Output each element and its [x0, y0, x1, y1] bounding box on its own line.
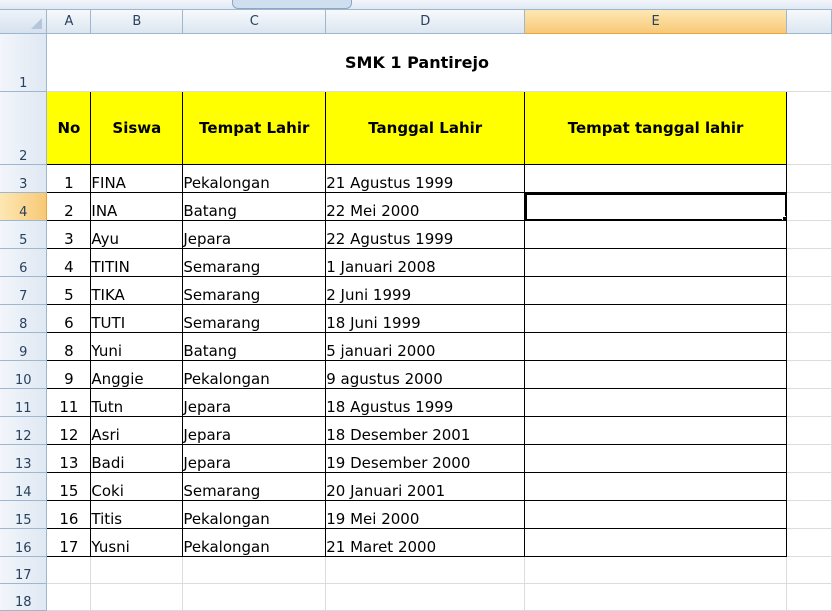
cell-siswa[interactable]: TITIN [91, 249, 183, 277]
cell-siswa[interactable]: Asri [91, 417, 183, 445]
cell-siswa[interactable]: TUTI [91, 305, 183, 333]
cell-tempat-tanggal-lahir[interactable] [525, 473, 787, 501]
cell-tempat-tanggal-lahir[interactable] [525, 193, 787, 221]
title-cell[interactable]: SMK 1 Pantirejo [47, 34, 787, 92]
table-row [0, 445, 832, 473]
cell[interactable] [787, 501, 832, 529]
cell-tempat-lahir[interactable]: Pekalongan [183, 165, 326, 193]
cell-tanggal-lahir[interactable]: 18 Desember 2001 [326, 417, 525, 445]
cell-tempat-tanggal-lahir[interactable] [525, 221, 787, 249]
table-row [0, 193, 832, 221]
cell-tempat-tanggal-lahir[interactable] [525, 333, 787, 361]
cell-tanggal-lahir[interactable]: 22 Agustus 1999 [326, 221, 525, 249]
cell-tanggal-lahir[interactable]: 21 Agustus 1999 [326, 165, 525, 193]
table-row [0, 249, 832, 277]
table-row [0, 501, 832, 529]
select-all-icon [31, 18, 42, 29]
sheet-row [0, 584, 832, 611]
cell-tempat-tanggal-lahir[interactable] [525, 445, 787, 473]
cell-tempat-tanggal-lahir[interactable] [525, 165, 787, 193]
cell[interactable] [183, 557, 326, 584]
cell-tempat-lahir[interactable]: Pekalongan [183, 361, 326, 389]
cell-no[interactable]: 13 [47, 445, 91, 473]
cell[interactable] [787, 389, 832, 417]
row-header[interactable]: 9 [0, 333, 47, 361]
cell[interactable] [787, 445, 832, 473]
sheet-top-strip [0, 0, 832, 10]
header-siswa[interactable]: Siswa [91, 92, 183, 165]
row-header[interactable]: 1 [0, 34, 47, 92]
cell-tanggal-lahir[interactable]: 20 Januari 2001 [326, 473, 525, 501]
row-header[interactable]: 13 [0, 445, 47, 473]
column-header-a[interactable]: A [47, 10, 91, 34]
header-tanggal-lahir[interactable]: Tanggal Lahir [326, 92, 525, 165]
cell-tempat-tanggal-lahir[interactable] [525, 277, 787, 305]
table-row [0, 221, 832, 249]
cell-no[interactable]: 3 [47, 221, 91, 249]
cell-tempat-tanggal-lahir[interactable] [525, 305, 787, 333]
cell-tempat-lahir[interactable]: Batang [183, 333, 326, 361]
cell[interactable] [787, 305, 832, 333]
cell-siswa[interactable]: Ayu [91, 221, 183, 249]
cell[interactable] [787, 529, 832, 557]
cell-siswa[interactable]: Yusni [91, 529, 183, 557]
cell-tempat-tanggal-lahir[interactable] [525, 501, 787, 529]
cell-no[interactable]: 17 [47, 529, 91, 557]
cell[interactable] [787, 249, 832, 277]
cell-no[interactable]: 9 [47, 361, 91, 389]
table-row [0, 277, 832, 305]
cell-tanggal-lahir[interactable]: 18 Agustus 1999 [326, 389, 525, 417]
cell-tanggal-lahir[interactable]: 21 Maret 2000 [326, 529, 525, 557]
sheet-row [0, 92, 832, 165]
cell-siswa[interactable]: Anggie [91, 361, 183, 389]
table-row [0, 389, 832, 417]
cell-tempat-tanggal-lahir[interactable] [525, 417, 787, 445]
column-header-c[interactable]: C [183, 10, 326, 34]
cell[interactable] [787, 417, 832, 445]
select-all-corner[interactable] [0, 10, 47, 34]
row-header[interactable]: 2 [0, 92, 47, 165]
cell[interactable] [525, 584, 787, 611]
cell-tanggal-lahir[interactable]: 19 Desember 2000 [326, 445, 525, 473]
cell-no[interactable]: 15 [47, 473, 91, 501]
cell[interactable] [787, 221, 832, 249]
cell[interactable] [525, 557, 787, 584]
cell-siswa[interactable]: Badi [91, 445, 183, 473]
cell-tanggal-lahir[interactable]: 19 Mei 2000 [326, 501, 525, 529]
cell-siswa[interactable]: Titis [91, 501, 183, 529]
cell[interactable] [47, 557, 91, 584]
cell-tanggal-lahir[interactable]: 2 Juni 1999 [326, 277, 525, 305]
cell-tanggal-lahir[interactable]: 9 agustus 2000 [326, 361, 525, 389]
cell-no[interactable]: 1 [47, 165, 91, 193]
cell[interactable] [91, 584, 183, 611]
table-row [0, 333, 832, 361]
header-no[interactable]: No [47, 92, 91, 165]
cell[interactable] [787, 193, 832, 221]
cell-tanggal-lahir[interactable]: 5 januari 2000 [326, 333, 525, 361]
cell-tempat-lahir[interactable]: Semarang [183, 305, 326, 333]
header-tempat-lahir[interactable]: Tempat Lahir [183, 92, 326, 165]
column-header-e[interactable]: E [525, 10, 787, 34]
row-header[interactable]: 7 [0, 277, 47, 305]
cell-siswa[interactable]: Tutn [91, 389, 183, 417]
cell-tempat-lahir[interactable]: Semarang [183, 473, 326, 501]
cell[interactable] [787, 584, 832, 611]
cell-tempat-lahir[interactable]: Pekalongan [183, 501, 326, 529]
row-header[interactable]: 12 [0, 417, 47, 445]
cell-tempat-tanggal-lahir[interactable] [525, 361, 787, 389]
cell-siswa[interactable]: Yuni [91, 333, 183, 361]
cell-siswa[interactable]: INA [91, 193, 183, 221]
cell[interactable] [787, 333, 832, 361]
row-header[interactable]: 16 [0, 529, 47, 557]
row-header[interactable]: 14 [0, 473, 47, 501]
row-header[interactable]: 5 [0, 221, 47, 249]
cell-tempat-lahir[interactable]: Batang [183, 193, 326, 221]
cell-tempat-lahir[interactable]: Pekalongan [183, 529, 326, 557]
table-row [0, 165, 832, 193]
cell-siswa[interactable]: Coki [91, 473, 183, 501]
cell[interactable] [787, 34, 832, 92]
cell[interactable] [787, 165, 832, 193]
cell[interactable] [91, 557, 183, 584]
column-header-b[interactable]: B [91, 10, 183, 34]
column-header-f[interactable] [787, 10, 832, 34]
cell-tanggal-lahir[interactable]: 18 Juni 1999 [326, 305, 525, 333]
table-row [0, 361, 832, 389]
table-row [0, 305, 832, 333]
cell[interactable] [787, 557, 832, 584]
cell-tanggal-lahir[interactable]: 22 Mei 2000 [326, 193, 525, 221]
cell-siswa[interactable]: FINA [91, 165, 183, 193]
header-tempat-tanggal-lahir[interactable]: Tempat tanggal lahir [525, 92, 787, 165]
cell-tempat-lahir[interactable]: Jepara [183, 221, 326, 249]
cell-no[interactable]: 4 [47, 249, 91, 277]
cell[interactable] [326, 584, 525, 611]
row-header[interactable]: 11 [0, 389, 47, 417]
cell-tempat-lahir[interactable]: Jepara [183, 445, 326, 473]
table-row [0, 473, 832, 501]
cell[interactable] [787, 92, 832, 165]
cell-no[interactable]: 8 [47, 333, 91, 361]
cell-no[interactable]: 12 [47, 417, 91, 445]
cell[interactable] [787, 277, 832, 305]
cell-tempat-lahir[interactable]: Jepara [183, 417, 326, 445]
column-header-row [0, 10, 832, 34]
cell-tempat-lahir[interactable]: Semarang [183, 249, 326, 277]
row-header[interactable]: 8 [0, 305, 47, 333]
sheet-row [0, 557, 832, 584]
table-row [0, 529, 832, 557]
cell[interactable] [787, 473, 832, 501]
sheet-row [0, 34, 832, 92]
cell[interactable] [47, 584, 91, 611]
row-header[interactable]: 4 [0, 193, 47, 221]
cell-no[interactable]: 11 [47, 389, 91, 417]
row-header[interactable]: 15 [0, 501, 47, 529]
row-header[interactable]: 10 [0, 361, 47, 389]
worksheet-grid [0, 10, 832, 611]
cell-tempat-lahir[interactable]: Jepara [183, 389, 326, 417]
cell-tempat-tanggal-lahir[interactable] [525, 249, 787, 277]
fill-handle[interactable] [782, 216, 787, 221]
cell-no[interactable]: 2 [47, 193, 91, 221]
row-header[interactable]: 6 [0, 249, 47, 277]
tab-fragment[interactable] [232, 0, 352, 9]
cell-no[interactable]: 16 [47, 501, 91, 529]
column-header-d[interactable]: D [326, 10, 525, 34]
cell-no[interactable]: 6 [47, 305, 91, 333]
cell-siswa[interactable]: TIKA [91, 277, 183, 305]
cell-tempat-lahir[interactable]: Semarang [183, 277, 326, 305]
cell[interactable] [183, 584, 326, 611]
row-header[interactable]: 18 [0, 584, 47, 611]
cell-tempat-tanggal-lahir[interactable] [525, 389, 787, 417]
cell-no[interactable]: 5 [47, 277, 91, 305]
cell-tanggal-lahir[interactable]: 1 Januari 2008 [326, 249, 525, 277]
table-row [0, 417, 832, 445]
cell[interactable] [326, 557, 525, 584]
row-header[interactable]: 17 [0, 557, 47, 584]
row-header[interactable]: 3 [0, 165, 47, 193]
cell[interactable] [787, 361, 832, 389]
cell-tempat-tanggal-lahir[interactable] [525, 529, 787, 557]
